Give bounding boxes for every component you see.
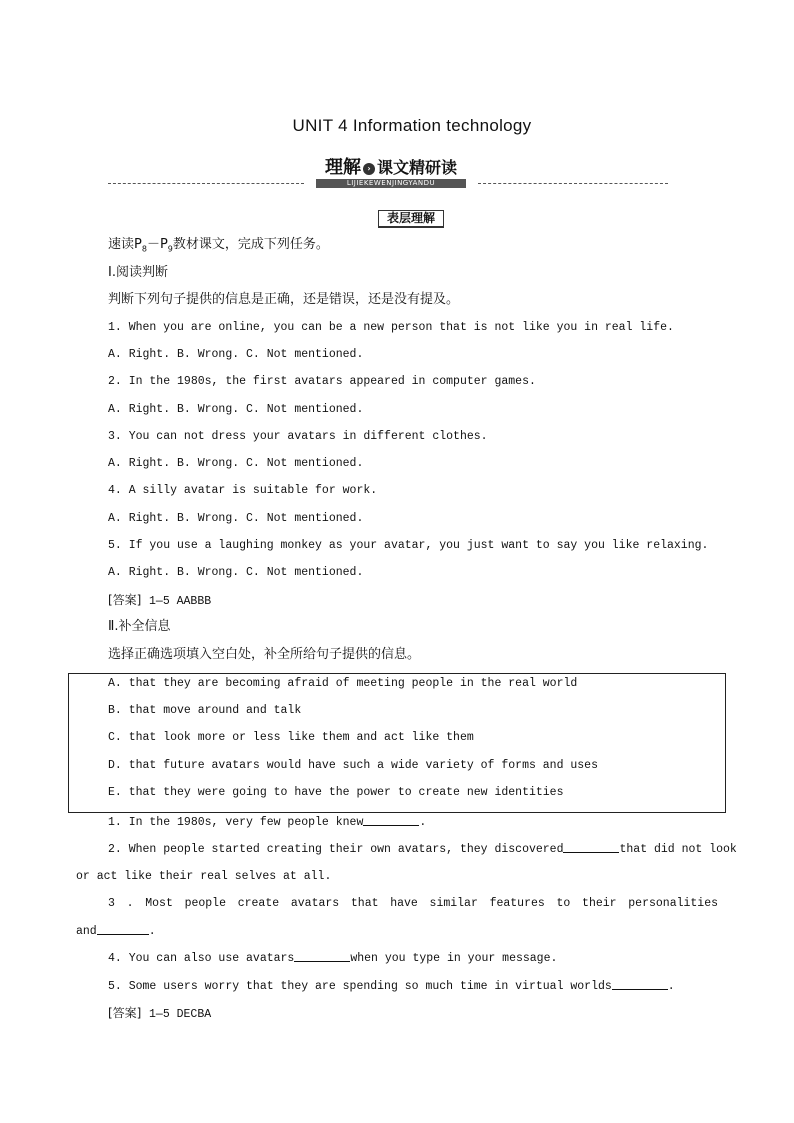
sentence-5-end: . — [667, 980, 675, 993]
word: similar — [429, 897, 478, 910]
blank-1[interactable] — [363, 814, 419, 826]
word: people — [184, 897, 226, 910]
word: create — [237, 897, 280, 910]
word: that — [350, 897, 379, 910]
answer-label: [答案] — [108, 593, 142, 607]
sentence-5 — [108, 978, 675, 995]
sentence-2-after: that did not look — [619, 843, 737, 856]
intro-text-prefix: 速读P — [108, 237, 142, 252]
banner-bold-text: 理解 — [324, 157, 361, 178]
answer-label: [答案] — [108, 1006, 142, 1020]
option-a: A. that they are becoming afraid of meeting people in the real world — [108, 677, 578, 690]
question-4: 4. A silly avatar is suitable for work. — [108, 484, 378, 497]
question-2: 2. In the 1980s, the first avatars appeared in computer games. — [108, 375, 536, 388]
banner-pinyin: LIJIEKEWENJINGYANDU — [316, 179, 466, 188]
part2-heading: Ⅱ.补全信息 — [108, 619, 171, 634]
option-b: B. that move around and talk — [108, 704, 302, 717]
word: features — [489, 897, 545, 910]
sentence-1 — [108, 814, 426, 831]
intro-text-suffix: 教材课文，完成下列任务。 — [172, 237, 329, 252]
answer-value: 1—5 AABBB — [149, 595, 212, 608]
question-5-options: A. Right. B. Wrong. C. Not mentioned. — [108, 566, 364, 579]
sentence-4-after: when you type in your message. — [350, 952, 558, 965]
option-e: E. that they were going to have the power to create new identities — [108, 786, 564, 799]
question-1-options: A. Right. B. Wrong. C. Not mentioned. — [108, 348, 364, 361]
word: avatars — [290, 897, 340, 910]
intro-instruction — [108, 237, 329, 258]
option-d: D. that future avatars would have such a wide variety of forms and uses — [108, 759, 598, 772]
banner-dashed-line-left — [108, 183, 304, 184]
part2-instruction: 选择正确选项填入空白处，补全所给句子提供的信息。 — [108, 647, 421, 662]
question-3-options: A. Right. B. Wrong. C. Not mentioned. — [108, 457, 364, 470]
sentence-2-text: 2. When people started creating their own avatars, they discovered — [108, 843, 564, 856]
blank-2[interactable] — [563, 841, 619, 853]
blank-3[interactable] — [97, 923, 149, 935]
sentence-5-text: 5. Some users worry that they are spending so much time in virtual worlds — [108, 980, 612, 993]
sentence-1-text: 1. In the 1980s, very few people knew — [108, 816, 364, 829]
question-3: 3. You can not dress your avatars in different clothes. — [108, 430, 488, 443]
part1-answer — [108, 592, 211, 610]
sentence-2-continued: or act like their real selves at all. — [76, 870, 332, 883]
sentence-2 — [108, 841, 737, 858]
blank-5[interactable] — [612, 978, 668, 990]
answer-value: 1—5 DECBA — [149, 1008, 212, 1021]
sentence-3-and: and — [76, 925, 97, 938]
section-banner — [306, 157, 476, 189]
sentence-1-end: . — [419, 816, 427, 829]
part1-heading: Ⅰ.阅读判断 — [108, 265, 168, 280]
banner-title — [306, 157, 476, 179]
intro-dash: －P — [146, 237, 168, 252]
sentence-3-end: . — [148, 925, 156, 938]
word: their — [582, 897, 617, 910]
sentence-3-continued — [76, 923, 156, 940]
word: have — [390, 897, 418, 910]
question-2-options: A. Right. B. Wrong. C. Not mentioned. — [108, 403, 364, 416]
word: to — [556, 897, 571, 910]
section-tag — [358, 207, 464, 224]
question-1: 1. When you are online, you can be a new person that is not like you in real life. — [108, 321, 674, 334]
sentence-3 — [108, 896, 718, 912]
blank-4[interactable] — [294, 950, 350, 962]
sentence-4-text: 4. You can also use avatars — [108, 952, 295, 965]
question-4-options: A. Right. B. Wrong. C. Not mentioned. — [108, 512, 364, 525]
banner-dashed-line-right — [478, 183, 668, 184]
banner-rest-text: 课文精研读 — [376, 158, 457, 177]
question-5: 5. If you use a laughing monkey as your avatar, you just want to say you like relaxing. — [108, 539, 709, 552]
word: personalities — [628, 897, 718, 910]
intro-page-sub2: 9 — [167, 244, 173, 254]
section-tag-label: 表层理解 — [378, 210, 444, 228]
part1-instruction: 判断下列句子提供的信息是正确，还是错误，还是没有提及。 — [108, 292, 460, 307]
word: . — [126, 897, 134, 910]
intro-page-sub1: 8 — [141, 244, 147, 254]
option-c: C. that look more or less like them and act like them — [108, 731, 474, 744]
chevron-right-icon: › — [363, 163, 375, 175]
unit-title: UNIT 4 Information technology — [292, 116, 532, 135]
word: Most — [145, 897, 173, 910]
word: 3 — [108, 897, 115, 910]
sentence-4 — [108, 950, 557, 967]
part2-answer — [108, 1005, 211, 1023]
